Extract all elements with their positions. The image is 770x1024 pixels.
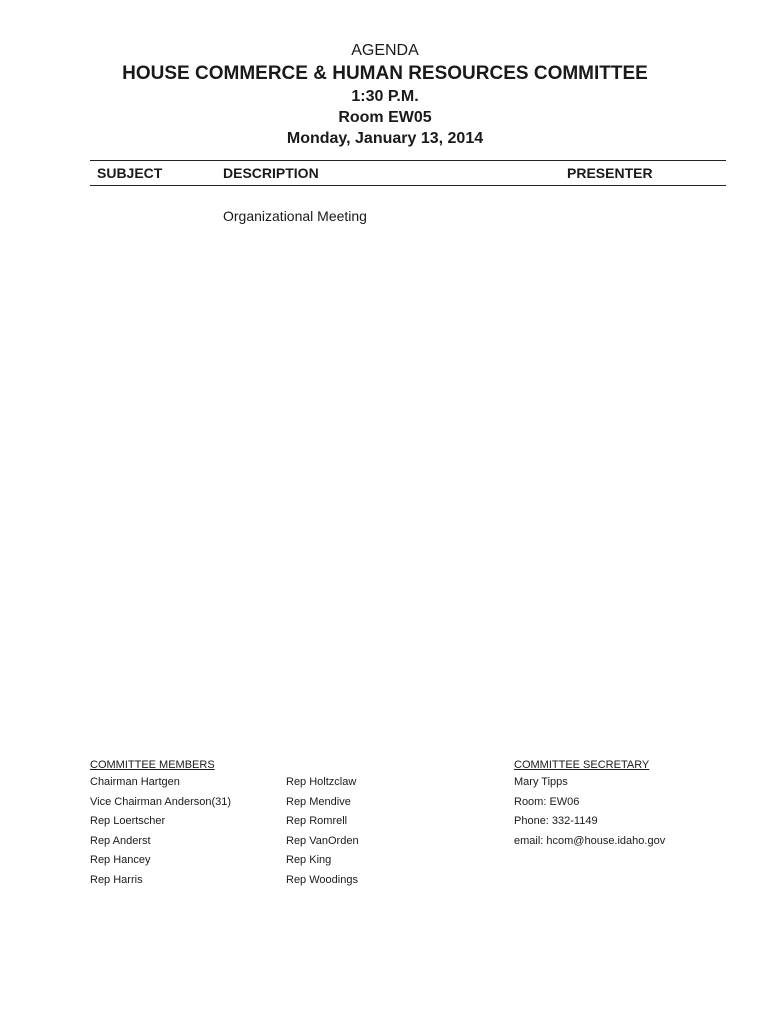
committee-members [90, 757, 359, 886]
committee-secretary [514, 757, 665, 851]
subject-column-header: SUBJECT [97, 165, 163, 181]
meeting-date: Monday, January 13, 2014 [286, 130, 484, 147]
member-name: Rep Mendive [286, 795, 351, 808]
agenda-item-description: Organizational Meeting [223, 208, 367, 224]
member-name: Rep Woodings [286, 873, 358, 886]
committee-title: HOUSE COMMERCE & HUMAN RESOURCES COMMITTEE [122, 63, 648, 84]
member-name: Rep Loertscher [90, 815, 166, 827]
secretary-phone: Phone: 332-1149 [514, 815, 598, 827]
member-name: Rep King [286, 854, 332, 866]
meeting-time: 1:30 P.M. [351, 88, 419, 105]
members-column-1 [90, 773, 231, 890]
member-name: Rep VanOrden [286, 834, 359, 847]
committee-secretary-title: COMMITTEE SECRETARY [514, 759, 650, 771]
committee-members-title: COMMITTEE MEMBERS [90, 759, 215, 771]
secretary-email: email: hcom@house.idaho.gov [514, 834, 666, 847]
members-column-2 [286, 773, 359, 890]
presenter-column-header: PRESENTER [567, 165, 653, 181]
member-name: Rep Holtzclaw [286, 776, 357, 788]
agenda-header [0, 40, 770, 149]
member-name: Rep Romrell [286, 815, 348, 827]
member-name: Chairman Hartgen [90, 776, 180, 788]
agenda-label: AGENDA [351, 42, 419, 59]
description-column-header: DESCRIPTION [223, 165, 319, 181]
member-name: Rep Hancey [90, 854, 151, 866]
agenda-table-header [90, 160, 726, 186]
meeting-room: Room EW05 [338, 109, 432, 126]
secretary-name: Mary Tipps [514, 776, 568, 788]
member-name: Rep Harris [90, 873, 143, 886]
secretary-room: Room: EW06 [514, 795, 580, 808]
member-name: Rep Anderst [90, 834, 151, 847]
member-name: Vice Chairman Anderson(31) [90, 795, 232, 808]
